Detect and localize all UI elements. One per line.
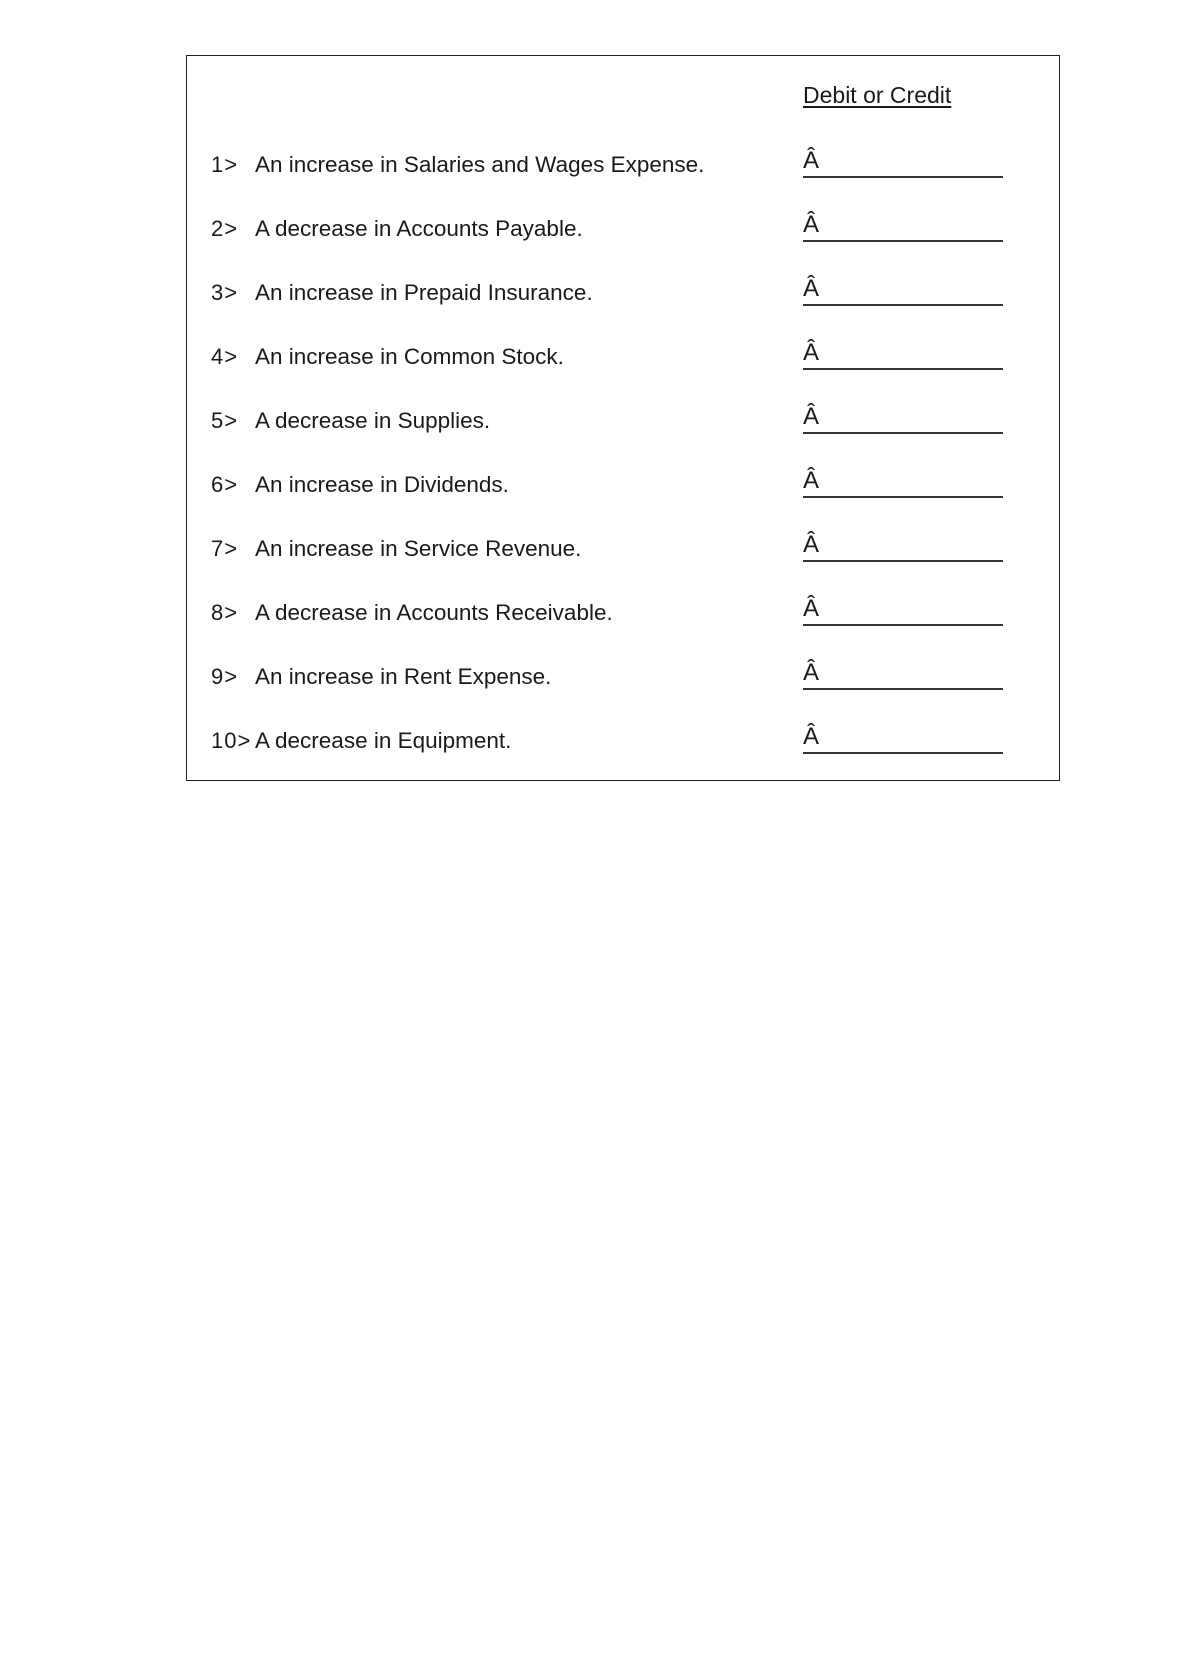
question-number: 8> — [211, 600, 239, 625]
question-statement: An increase in Rent Expense. — [255, 664, 552, 689]
question-row-5 — [211, 402, 1011, 442]
question-number: 6> — [211, 472, 239, 497]
question-statement: An increase in Dividends. — [255, 472, 509, 497]
question-number: 5> — [211, 408, 239, 433]
answer-blank[interactable]: Â — [803, 338, 1003, 370]
question-statement: An increase in Common Stock. — [255, 344, 564, 369]
question-number: 1> — [211, 152, 239, 177]
question-row-7 — [211, 530, 1011, 570]
question-statement: A decrease in Supplies. — [255, 408, 491, 433]
answer-blank[interactable]: Â — [803, 146, 1003, 178]
question-row-8 — [211, 594, 1011, 634]
question-row-10 — [211, 722, 1011, 762]
question-row-6 — [211, 466, 1011, 506]
question-row-4 — [211, 338, 1011, 378]
answer-blank[interactable]: Â — [803, 658, 1003, 690]
question-number: 9> — [211, 664, 239, 689]
answer-blank[interactable]: Â — [803, 722, 1003, 754]
question-statement: A decrease in Accounts Receivable. — [255, 600, 613, 625]
question-statement: A decrease in Equipment. — [255, 728, 512, 753]
question-number: 4> — [211, 344, 239, 369]
column-header-debit-or-credit: Debit or Credit — [803, 82, 952, 108]
question-number: 7> — [211, 536, 239, 561]
question-statement: A decrease in Accounts Payable. — [255, 216, 583, 241]
answer-blank[interactable]: Â — [803, 274, 1003, 306]
question-row-3 — [211, 274, 1011, 314]
question-row-2 — [211, 210, 1011, 250]
question-row-1 — [211, 146, 1011, 186]
answer-blank[interactable]: Â — [803, 210, 1003, 242]
answer-blank[interactable]: Â — [803, 594, 1003, 626]
worksheet-box — [186, 55, 1060, 781]
answer-blank[interactable]: Â — [803, 530, 1003, 562]
question-statement: An increase in Salaries and Wages Expense. — [255, 152, 705, 177]
answer-blank[interactable]: Â — [803, 402, 1003, 434]
question-number: 10> — [211, 728, 252, 753]
question-row-9 — [211, 658, 1011, 698]
question-statement: An increase in Prepaid Insurance. — [255, 280, 593, 305]
question-number: 2> — [211, 216, 239, 241]
question-statement: An increase in Service Revenue. — [255, 536, 582, 561]
question-number: 3> — [211, 280, 239, 305]
answer-blank[interactable]: Â — [803, 466, 1003, 498]
